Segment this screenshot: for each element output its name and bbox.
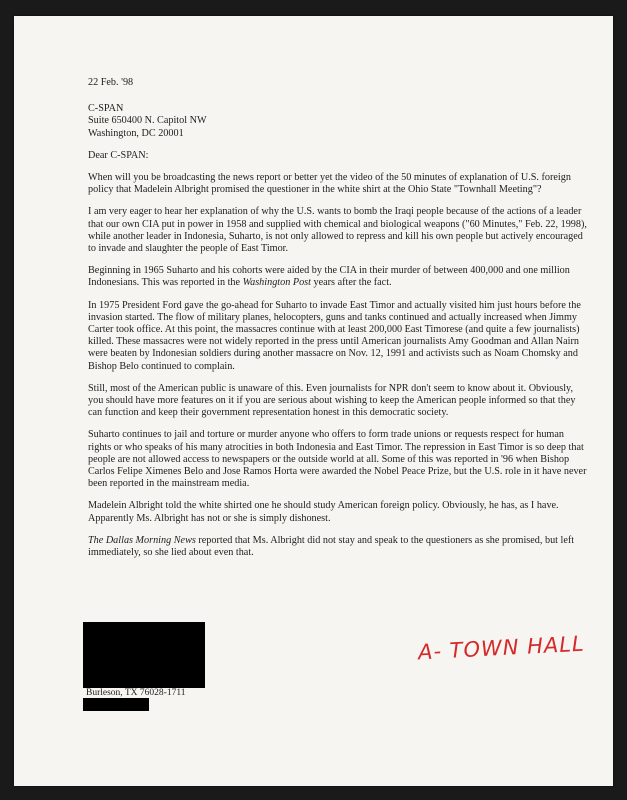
handwritten-annotation: A- TOWN HALL [417,631,586,665]
paragraph-2: I am very eager to hear her explanation of why the U.S. wants to bomb the Iraqi people because of the actions of a leader that our own CIA put in power in 1958 and supplied with chemical and biological weapons ("60 Minutes," Feb. 22, 1998), while another leader in Indonesia, Suharto, is not only allowed to repress and kill his own people but actively encouraged to invade and slaughter the people of East Timor. [88,206,587,255]
paragraph-4: In 1975 President Ford gave the go-ahead for Suharto to invade East Timor and actually visited him just hours before the invasion started. The flow of military planes, helocopters, guns and tanks continued and actually increased when Jimmy Carter took office. At this point, the massacres continue with at least 200,000 East Timorese (and quite a few journalists) killed. These massacres were not widely reported in the press until American journalists Amy Goodman and Allan Nairn were beaten by Indonesian soldiers during another massacre on Nov. 12, 1991 and activists such as Noam Chomsky and Bishop Belo continued to complain. [88,299,581,372]
paragraph-8 [88,535,588,559]
salutation: Dear C-SPAN: [88,149,149,161]
address-line-1: C-SPAN [88,103,124,115]
letter-date: 22 Feb. '98 [88,77,134,88]
redaction-block-small [83,698,149,711]
newspaper-washington-post: Washington Post [242,277,311,289]
paragraph-3-end: years after the fact. [313,277,392,289]
address-line-2: Suite 650400 N. Capitol NW [88,115,207,127]
letter-body [88,77,588,569]
paragraph-7: Madelein Albright told the white shirted one he should study American foreign policy. Obviously, he has, as I have. Apparently Ms. Albright has not or she is simply dishonest. [88,500,559,524]
address-line-3: Washington, DC 20001 [88,127,184,139]
redaction-block-signature [83,622,205,688]
paragraph-3 [88,265,588,289]
paragraph-8-text: reported that Ms. Albright did not stay and speak to the questioners as she promised, but left immediately, so she lied about even that. [88,534,575,559]
paragraph-3-text: Beginning in 1965 Suharto and his cohorts were aided by the CIA in their murder of between 400,000 and one million Indonesians. This was reported in the [88,265,570,289]
sender-city: Burleson, TX 76028-1711 [86,688,186,698]
paragraph-6: Suharto continues to jail and torture or murder anyone who offers to form trade unions or requests respect for human rights or who speaks of his many atrocities in both Indonesia and East Timor. The repression in East Timor is so deep that people are not allowed access to newspapers or the outside world at all. Some of this was reported in '96 when Bishop Carlos Felipe Ximenes Belo and Jose Ramos Horta were awarded the Nobel Peace Prize, but the U.S. role in it have never been reported in the mainstream media. [88,429,587,490]
paragraph-1: When will you be broadcasting the news report or better yet the video of the 50 minutes of explanation of U.S. foreign policy that Madelein Albright promised the questioner in the white shirt at the Ohio State "Townhall Meeting"? [88,172,571,196]
paragraph-5: Still, most of the American public is unaware of this. Even journalists for NPR don't seem to know about it. Obviously, you should have more features on it if you are serious about wishing to keep the American people informed so that they can function and keep their government representation honest in this democratic society. [88,382,576,419]
newspaper-dallas-morning-news: The Dallas Morning News [88,534,196,546]
